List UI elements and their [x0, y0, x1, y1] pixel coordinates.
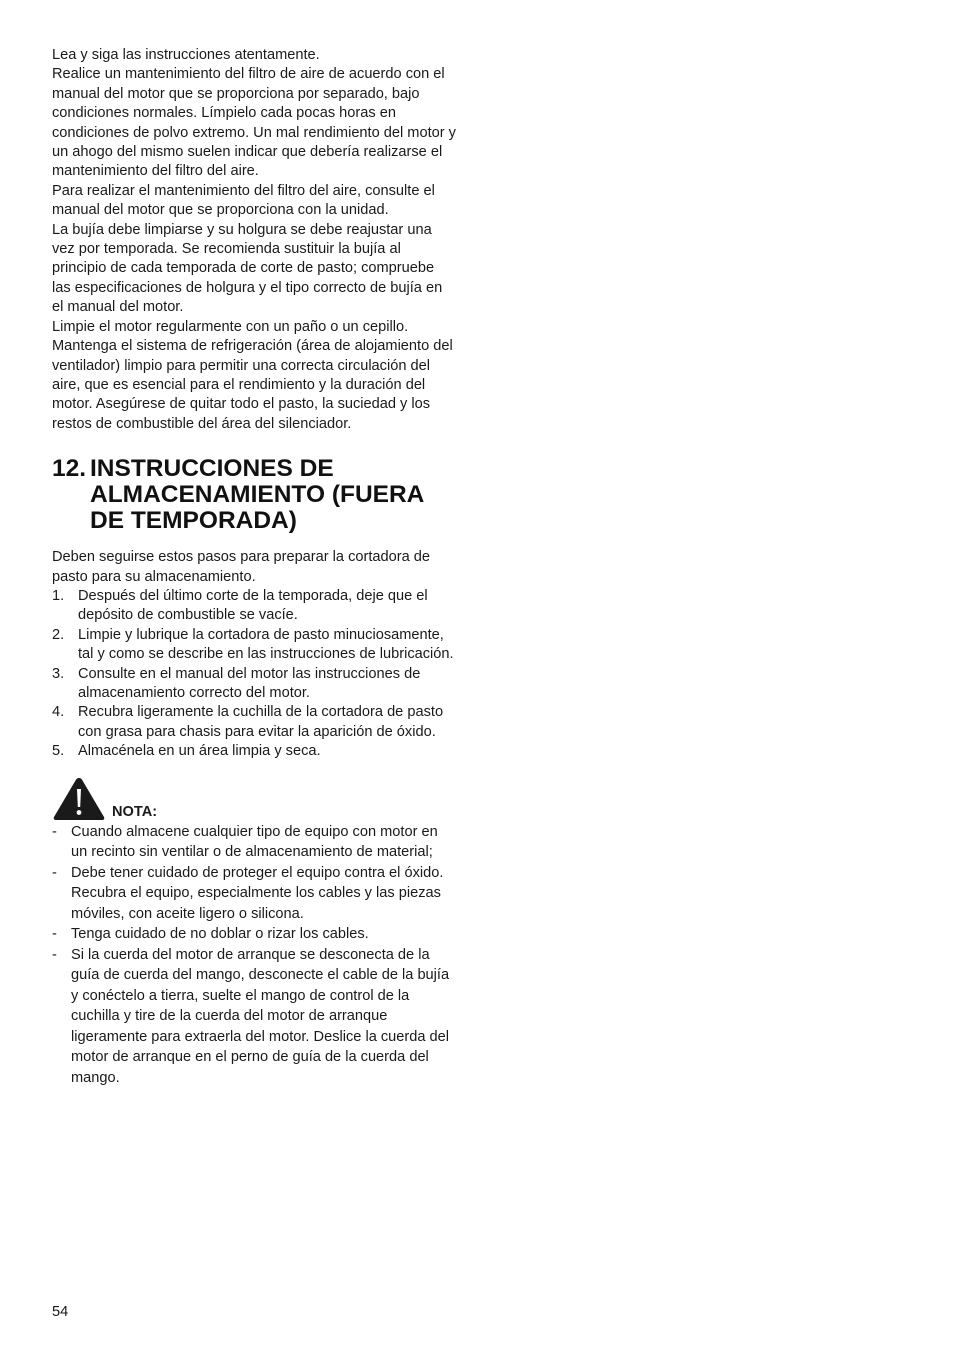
text-column	[52, 46, 456, 1088]
bullet-dash: -	[52, 926, 57, 943]
section-heading	[52, 456, 456, 534]
step-number: 2.	[52, 626, 65, 643]
intro-paragraph-2: Realice un mantenimiento del filtro de aire de acuerdo con el manual del motor que se proporciona por separado, bajo condiciones normales. Límpielo cada pocas horas en condiciones de polvo extremo. Un mal rendimiento del motor y un ahogo del mismo suelen indicar que debería realizarse el mantenimiento del filtro del aire.	[52, 66, 456, 180]
list-item	[52, 703, 456, 742]
list-item	[52, 863, 456, 925]
section-title: INSTRUCCIONES DE ALMACENAMIENTO (FUERA DE TEMPORADA)	[90, 455, 424, 535]
list-item	[52, 626, 456, 665]
step-number: 5.	[52, 743, 65, 760]
intro-paragraph-3: Para realizar el mantenimiento del filtro del aire, consulte el manual del motor que se proporciona con la unidad.	[52, 182, 435, 219]
step-text: Consulte en el manual del motor las instrucciones de almacenamiento correcto del motor.	[78, 665, 421, 701]
section-intro: Deben seguirse estos pasos para preparar la cortadora de pasto para su almacenamiento.	[52, 549, 431, 585]
note-label: NOTA:	[112, 803, 158, 820]
intro-paragraph-1: Lea y siga las instrucciones atentamente.	[52, 47, 320, 63]
note-list	[52, 822, 456, 1089]
note-item-text: Debe tener cuidado de proteger el equipo contra el óxido. Recubra el equipo, especialmente los cables y las piezas móviles, con aceite ligero o silicona.	[71, 864, 444, 922]
step-number: 1.	[52, 587, 65, 604]
bullet-dash: -	[52, 864, 57, 881]
step-text: Limpie y lubrique la cortadora de pasto minuciosamente, tal y como se describe en las instrucciones de lubricación.	[78, 626, 454, 663]
intro-paragraph-5: Limpie el motor regularmente con un paño o un cepillo. Mantenga el sistema de refrigeración (área de alojamiento del ventilador) limpio para permitir una correcta circulación del aire, que es esencial para el rendimiento y la duración del motor. Asegúrese de quitar todo el pasto, la suciedad y los restos de combustible del área del silenciador.	[52, 318, 453, 432]
note-item-text: Si la cuerda del motor de arranque se desconecta de la guía de cuerda del mango, desconecte el cable de la bujía y conéctelo a tierra, suelte el mango de control de la cuchilla y tire de la cuerda del motor de arranque ligeramente para extraerla del motor. Deslice la cuerda del motor de arranque en el perno de guía de la cuerda del mango.	[71, 946, 450, 1086]
storage-steps-list	[52, 587, 456, 762]
list-item	[52, 742, 456, 761]
section-number: 12.	[52, 455, 87, 483]
list-item	[52, 924, 456, 945]
warning-triangle-icon	[52, 776, 106, 822]
bullet-dash: -	[52, 823, 57, 840]
note-header	[52, 776, 456, 822]
list-item	[52, 822, 456, 863]
step-number: 3.	[52, 665, 65, 682]
note-item-text: Tenga cuidado de no doblar o rizar los cables.	[71, 926, 369, 943]
note-item-text: Cuando almacene cualquier tipo de equipo con motor en un recinto sin ventilar o de almacenamiento de material;	[71, 823, 438, 861]
page-number: 54	[52, 1304, 69, 1320]
list-item	[52, 945, 456, 1089]
list-item	[52, 665, 456, 704]
step-number: 4.	[52, 704, 65, 721]
step-text: Almacénela en un área limpia y seca.	[78, 743, 321, 760]
bullet-dash: -	[52, 946, 57, 963]
intro-paragraph-4: La bujía debe limpiarse y su holgura se debe reajustar una vez por temporada. Se recomienda sustituir la bujía al principio de cada temporada de corte de pasto; compruebe las especificaciones de holgura y el tipo correcto de bujía en el manual del motor.	[52, 221, 443, 316]
list-item	[52, 587, 456, 626]
step-text: Después del último corte de la temporada, deje que el depósito de combustible se vacíe.	[78, 587, 428, 624]
step-text: Recubra ligeramente la cuchilla de la cortadora de pasto con grasa para chasis para evitar la aparición de óxido.	[78, 704, 444, 740]
